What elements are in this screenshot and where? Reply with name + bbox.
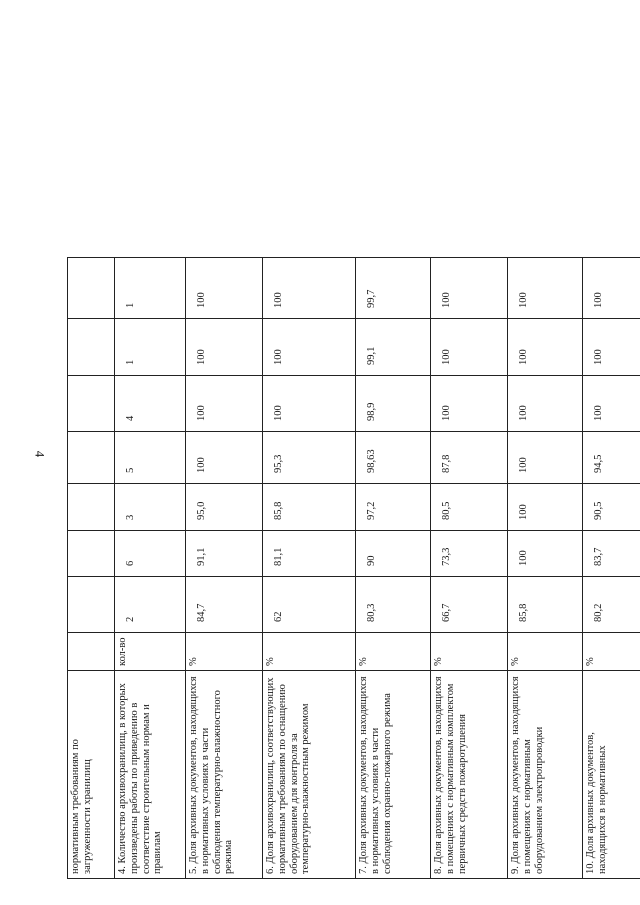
value-cell: 87,8 <box>431 432 508 484</box>
value-cell: 5 <box>115 432 186 484</box>
value-cell: 81,1 <box>263 531 356 577</box>
table-row <box>356 258 431 879</box>
value-cell: 85,8 <box>263 484 356 531</box>
value-cell: 99,1 <box>356 319 431 376</box>
value-cell: 73,3 <box>431 531 508 577</box>
value-cell: 100 <box>583 258 640 319</box>
value-cell: 80,2 <box>583 577 640 633</box>
table-row <box>583 258 640 879</box>
value-cell: 100 <box>508 432 583 484</box>
value-cell: 62 <box>263 577 356 633</box>
unit-cell: % <box>263 633 356 671</box>
value-cell: 100 <box>263 258 356 319</box>
value-cell <box>68 432 115 484</box>
value-cell: 100 <box>583 319 640 376</box>
value-cell: 100 <box>431 376 508 432</box>
unit-cell: % <box>583 633 640 671</box>
value-cell: 100 <box>186 376 263 432</box>
unit-cell: % <box>508 633 583 671</box>
value-cell: 80,3 <box>356 577 431 633</box>
indicator-name: нормативным требованиям по загруженности хранилищ <box>68 671 115 879</box>
value-cell: 83,7 <box>583 531 640 577</box>
value-cell: 100 <box>431 319 508 376</box>
value-cell: 85,8 <box>508 577 583 633</box>
value-cell <box>68 376 115 432</box>
value-cell: 98,9 <box>356 376 431 432</box>
value-cell: 2 <box>115 577 186 633</box>
table-row <box>431 258 508 879</box>
indicator-name: 10. Доля архивных документов, находящихся в нормативных <box>583 671 640 879</box>
indicator-name: 4. Количество архивохранилищ, в которых произведены работы по приведению в соответствие строительным нормам и правилам <box>115 671 186 879</box>
value-cell: 66,7 <box>431 577 508 633</box>
value-cell: 100 <box>186 319 263 376</box>
value-cell: 100 <box>508 484 583 531</box>
value-cell: 84,7 <box>186 577 263 633</box>
indicator-name: 5. Доля архивных документов, находящихся в нормативных условиях в части соблюдения температурно-влажностного режима <box>186 671 263 879</box>
indicator-table-rotated <box>67 258 608 879</box>
indicator-table <box>67 257 640 879</box>
value-cell: 100 <box>508 319 583 376</box>
value-cell: 100 <box>186 432 263 484</box>
value-cell: 91,1 <box>186 531 263 577</box>
table-row <box>263 258 356 879</box>
value-cell: 94,5 <box>583 432 640 484</box>
value-cell <box>68 319 115 376</box>
unit-cell <box>68 633 115 671</box>
value-cell: 100 <box>508 531 583 577</box>
value-cell: 80,5 <box>431 484 508 531</box>
unit-cell: % <box>356 633 431 671</box>
value-cell: 100 <box>263 319 356 376</box>
value-cell: 95,0 <box>186 484 263 531</box>
value-cell: 100 <box>186 258 263 319</box>
unit-cell: кол-во <box>115 633 186 671</box>
value-cell: 4 <box>115 376 186 432</box>
table-row <box>186 258 263 879</box>
value-cell: 100 <box>508 258 583 319</box>
value-cell: 6 <box>115 531 186 577</box>
table-rotation-frame <box>67 258 608 879</box>
value-cell: 90,5 <box>583 484 640 531</box>
indicator-name: 7. Доля архивных документов, находящихся в нормативных условиях в части соблюдения охранно-пожарного режима <box>356 671 431 879</box>
table-row <box>68 258 115 879</box>
value-cell <box>68 531 115 577</box>
value-cell: 98,63 <box>356 432 431 484</box>
table-row <box>115 258 186 879</box>
value-cell: 90 <box>356 531 431 577</box>
page-number: 4 <box>32 450 48 458</box>
value-cell: 100 <box>583 376 640 432</box>
value-cell: 100 <box>263 376 356 432</box>
unit-cell: % <box>431 633 508 671</box>
value-cell <box>68 577 115 633</box>
indicator-name: 8. Доля архивных документов, находящихся в помещениях с нормативным комплектом первичных средств пожаротушения <box>431 671 508 879</box>
value-cell <box>68 484 115 531</box>
value-cell: 97,2 <box>356 484 431 531</box>
value-cell <box>68 258 115 319</box>
value-cell: 95,3 <box>263 432 356 484</box>
value-cell: 3 <box>115 484 186 531</box>
indicator-name: 9. Доля архивных документов, находящихся в помещениях с нормативным оборудованием электропроводки <box>508 671 583 879</box>
value-cell: 1 <box>115 258 186 319</box>
value-cell: 99,7 <box>356 258 431 319</box>
value-cell: 100 <box>508 376 583 432</box>
indicator-name: 6. Доля архивохранилищ, соответствующих нормативным требованиям по оснащению оборудованием для контроля за температурно-влажностным режимом <box>263 671 356 879</box>
table-row <box>508 258 583 879</box>
value-cell: 100 <box>431 258 508 319</box>
unit-cell: % <box>186 633 263 671</box>
value-cell: 1 <box>115 319 186 376</box>
